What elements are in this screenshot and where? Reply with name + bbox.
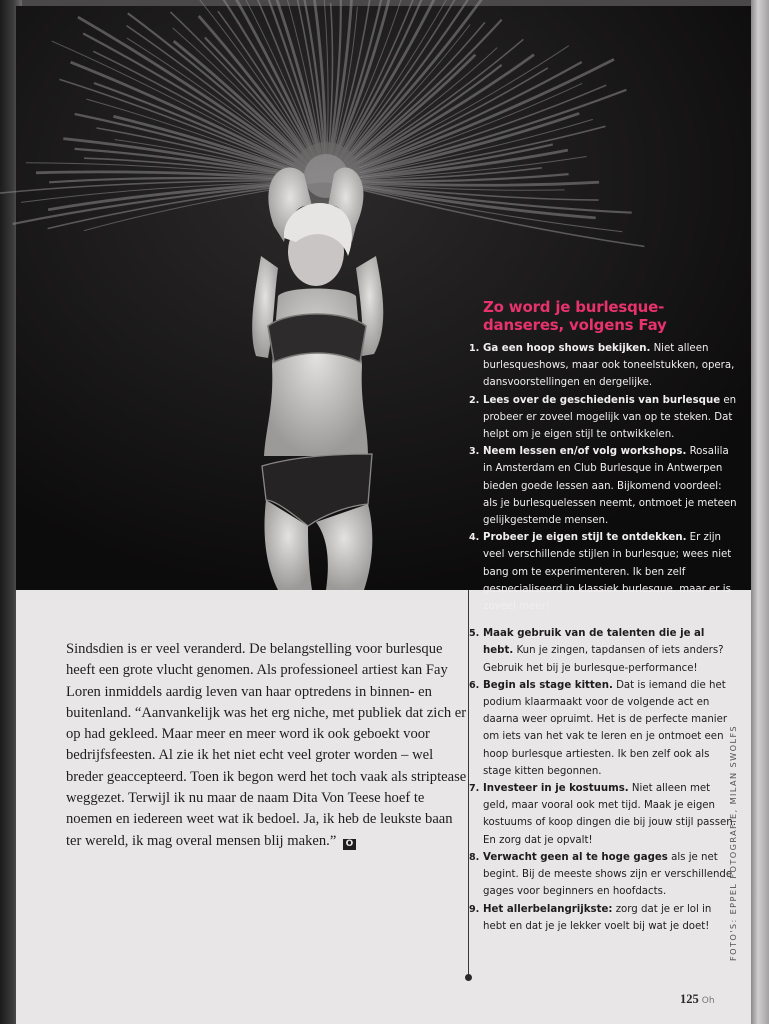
tip-number: 5. — [469, 628, 480, 640]
tip-number: 6. — [469, 679, 480, 691]
tip-text: en probeer er zoveel mogelijk van op te steken. Dat helpt om je eigen stijl te ontwikkelen. — [483, 394, 737, 441]
tip-text: Dat is iemand die het podium klaarmaakt voor de volgende act en daarna weer opruimt. Het is de perfecte manier om iets van het vak te leren en je ontmoet een hoop burlesque artiesten. Ik ben zelf ook als stage kitten begonnen. — [483, 679, 728, 777]
tip-number: 7. — [469, 783, 480, 795]
tip-number: 1. — [469, 343, 480, 354]
magazine-name: Oh — [701, 996, 715, 1006]
photo-credit: FOTO'S: EPPEL FOTOGRAFIE, MILAN SWOLFS — [728, 724, 738, 961]
tips-box — [469, 298, 737, 935]
article-body — [66, 639, 470, 852]
tip-text: Niet alleen burlesqueshows, maar ook toneelstukken, opera, dansvoorstellingen en dergelijke. — [483, 343, 735, 389]
tip-text: als je net begint. Bij de meeste shows zijn er verschillende gages voor beginners en hoofdacts. — [483, 851, 733, 898]
tip-heading: Investeer in je kostuums. — [483, 783, 629, 795]
tip-number: 9. — [469, 903, 480, 915]
tip-heading: Probeer je eigen stijl te ontdekken. — [483, 532, 687, 544]
tip-text: Er zijn veel verschillende stijlen in burlesque; wees niet bang om te experimenteren. Ik ben zelf gespecialiseerd in klassiek burlesque, maar er is zoveel meer! — [483, 532, 732, 613]
tip-text: Kun je zingen, tapdansen of iets anders? Gebruik het bij je burlesque-performance! — [483, 645, 724, 674]
tip-number: 2. — [469, 394, 480, 406]
column-rule-dot — [465, 974, 472, 981]
tip-item — [469, 625, 737, 677]
tip-body — [483, 443, 737, 529]
tip-number: 3. — [469, 446, 480, 458]
tip-item — [469, 392, 737, 444]
tip-item — [469, 780, 737, 849]
tip-body — [483, 340, 737, 392]
tip-number: 4. — [469, 532, 480, 544]
tips-title — [483, 298, 737, 334]
tip-item — [469, 529, 737, 615]
tip-body — [483, 625, 737, 677]
tip-heading: Het allerbelangrijkste: — [483, 903, 613, 915]
tip-item — [469, 340, 737, 392]
tip-item — [469, 677, 737, 780]
page-edge — [751, 0, 769, 1024]
tip-text: Niet alleen met geld, maar vooral ook met tijd. Maak je eigen kostuums of koop dingen die bij jouw stijl passen. En zorg dat je opvalt! — [483, 783, 736, 846]
tip-body — [483, 780, 737, 849]
magazine-page — [16, 6, 751, 1024]
tip-text: Rosalila in Amsterdam en Club Burlesque in Antwerpen bieden goede lessen aan. Bijkomend voordeel: als je burlesquelessen neemt, ontmoet je meteen gelijkgestemde mensen. — [483, 446, 737, 527]
tip-body — [483, 677, 737, 780]
tip-body — [483, 901, 737, 935]
tip-text: zorg dat je er lol in hebt en dat je je lekker voelt bij wat je doet! — [483, 903, 712, 932]
tips-title-line-2: danseres, volgens Fay — [483, 316, 667, 334]
tip-item — [469, 443, 737, 529]
page-number: 125 — [680, 992, 699, 1006]
tip-body — [483, 529, 737, 615]
tip-heading: Begin als stage kitten. — [483, 679, 613, 691]
article-paragraph: Sindsdien is er veel veranderd. De belangstelling voor burlesque heeft een grote vlucht genomen. Als professioneel artiest kan Fay Loren inmiddels aardig leven van haar optredens in binnen- en buitenland. “Aanvankelijk was het erg niche, met publiek dat zich er op had gekleed. Maar meer en meer word ik ook geboekt voor bedrijfsfeesten. Al zie ik het niet echt veel groter worden – wel breder geaccepteerd. Toen ik begon werd het toch vaak als striptease weggezet. Terwijl ik nu maar de naam Dita Von Teese hoef te noemen en iedereen weet wat ik bedoel. Ja, ik heb de leukste baan ter wereld, ik mag overal mensen blij maken.” — [66, 641, 467, 849]
end-mark-icon: O — [343, 839, 356, 850]
tip-body — [483, 392, 737, 444]
tip-item — [469, 849, 737, 901]
tip-heading: Ga een hoop shows bekijken. — [483, 343, 651, 354]
tips-list — [469, 340, 737, 935]
tip-body — [483, 849, 737, 901]
tip-heading: Verwacht geen al te hoge gages — [483, 851, 668, 863]
tip-heading: Lees over de geschiedenis van burlesque — [483, 394, 721, 406]
tip-item — [469, 901, 737, 935]
page-folio — [680, 992, 715, 1007]
tips-title-line-1: Zo word je burlesque- — [483, 298, 665, 316]
tip-heading: Maak gebruik van de talenten die je al hebt. — [483, 628, 705, 657]
tip-number: 8. — [469, 851, 480, 863]
tip-heading: Neem lessen en/of volg workshops. — [483, 446, 687, 458]
